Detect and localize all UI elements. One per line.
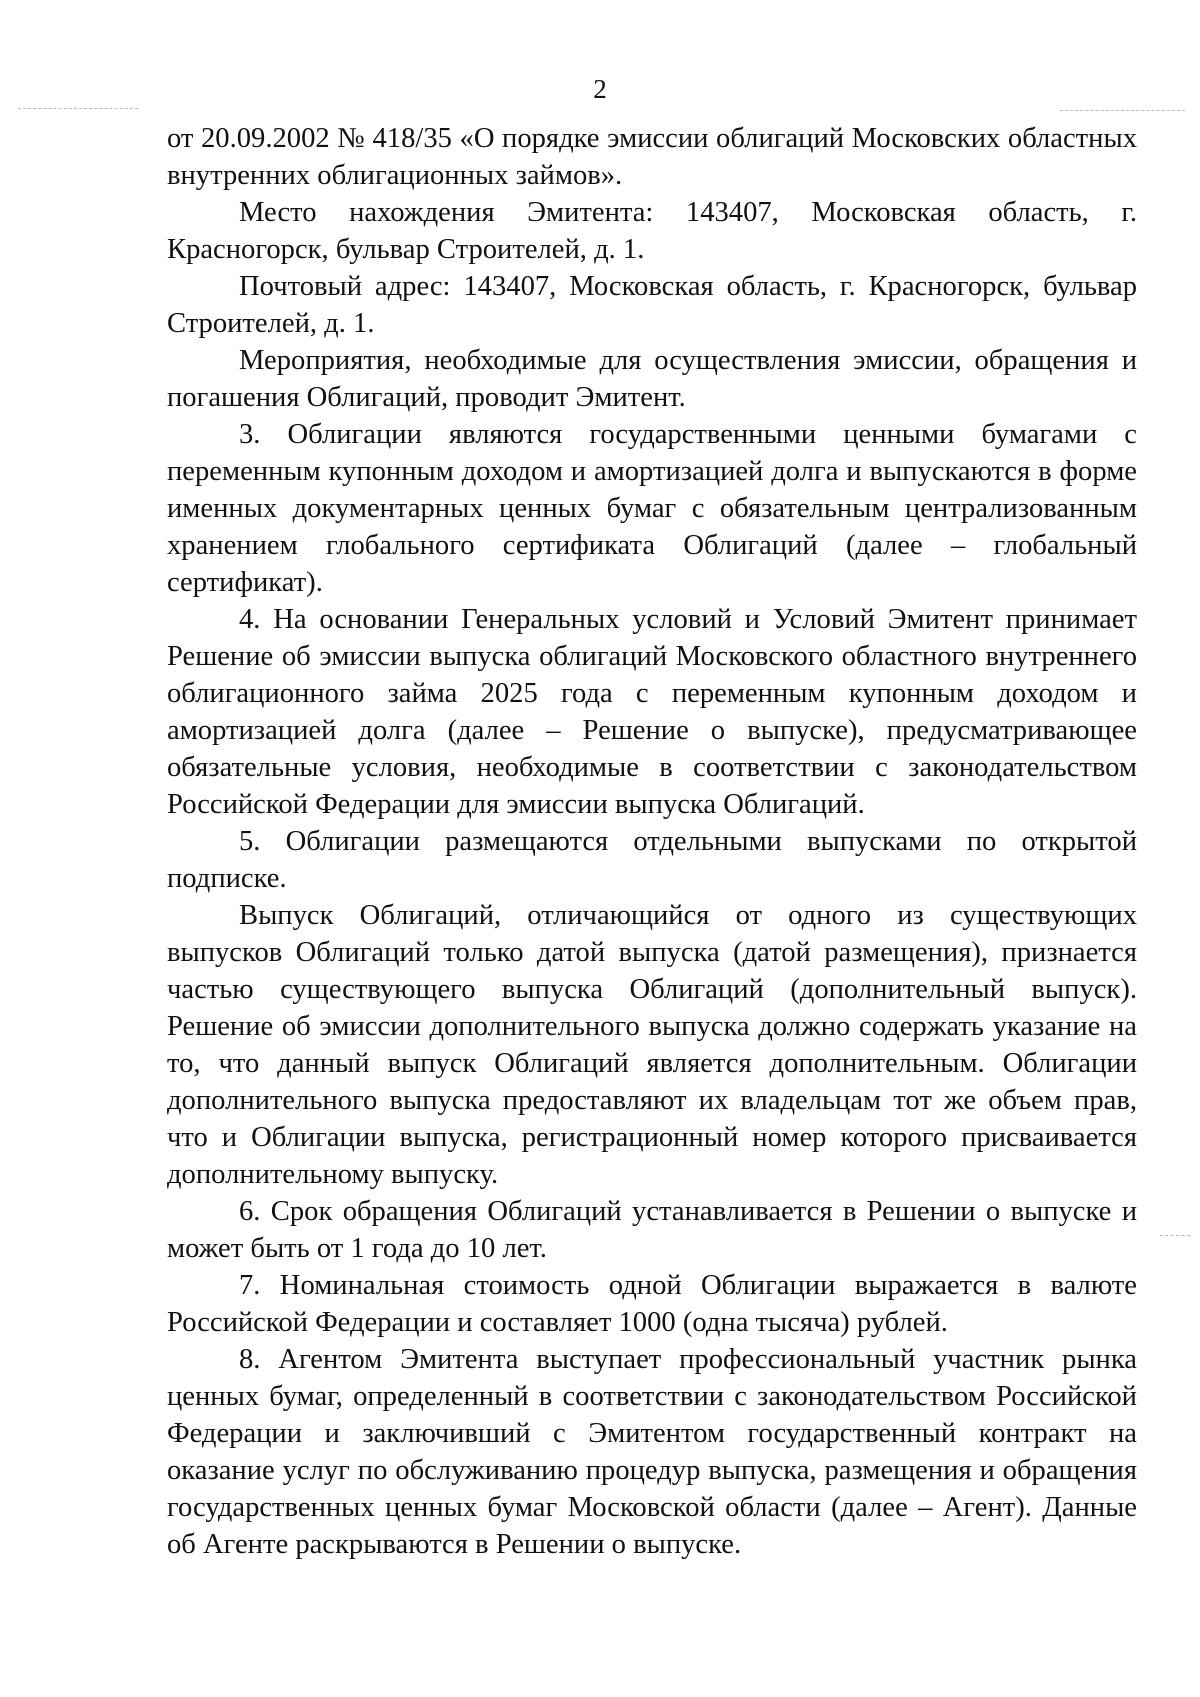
paragraph-item-6: 6. Срок обращения Облигаций устанавливается в Решении о выпуске и может быть от 1 года до 10 лет. [167, 1196, 1137, 1264]
page-number: 2 [593, 74, 607, 104]
scan-artifact-line [1060, 110, 1185, 111]
paragraph-issuer-location: Место нахождения Эмитента: 143407, Московская область, г. Красногорск, бульвар Строителей, д. 1. [167, 197, 1137, 265]
scan-artifact-line [18, 108, 138, 109]
paragraph-item-4: 4. На основании Генеральных условий и Условий Эмитент принимает Решение об эмиссии выпуска облигаций Московского областного внутреннего облигационного займа 2025 года с переменным купонным доходом и амортизацией долга (далее – Решение о выпуске), предусматривающее обязательные условия, необходимые в соответствии с законодательством Российской Федерации для эмиссии выпуска Облигаций. [167, 604, 1137, 820]
paragraph-item-8: 8. Агентом Эмитента выступает профессиональный участник рынка ценных бумаг, определенный в соответствии с законодательством Российской Федерации и заключивший с Эмитентом государственный контракт на оказание услуг по обслуживанию процедур выпуска, размещения и обращения государственных ценных бумаг Московской области (далее – Агент). Данные об Агенте раскрываются в Решении о выпуске. [167, 1344, 1137, 1560]
paragraph-item-3: 3. Облигации являются государственными ценными бумагами с переменным купонным доходом и амортизацией долга и выпускаются в форме именных документарных ценных бумаг с обязательным централизованным хранением глобального сертификата Облигаций (далее – глобальный сертификат). [167, 419, 1137, 598]
scan-artifact-line [1160, 1235, 1190, 1236]
paragraph-item-7: 7. Номинальная стоимость одной Облигации выражается в валюте Российской Федерации и составляет 1000 (одна тысяча) рублей. [167, 1270, 1137, 1338]
paragraph-emission-measures: Мероприятия, необходимые для осуществления эмиссии, обращения и погашения Облигаций, проводит Эмитент. [167, 345, 1137, 413]
paragraph-postal-address: Почтовый адрес: 143407, Московская область, г. Красногорск, бульвар Строителей, д. 1. [167, 271, 1137, 339]
document-body [167, 120, 1137, 1563]
paragraph-item-5: 5. Облигации размещаются отдельными выпусками по открытой подписке. [167, 826, 1137, 894]
paragraph-additional-issue: Выпуск Облигаций, отличающийся от одного из существующих выпусков Облигаций только датой выпуска (датой размещения), признается частью существующего выпуска Облигаций (дополнительный выпуск). Решение об эмиссии дополнительного выпуска должно содержать указание на то, что данный выпуск Облигаций является дополнительным. Облигации дополнительного выпуска предоставляют их владельцам тот же объем прав, что и Облигации выпуска, регистрационный номер которого присваивается дополнительному выпуску. [167, 900, 1137, 1190]
paragraph-resolution-reference: от 20.09.2002 № 418/35 «О порядке эмиссии облигаций Московских областных внутренних облигационных займов». [167, 123, 1137, 191]
